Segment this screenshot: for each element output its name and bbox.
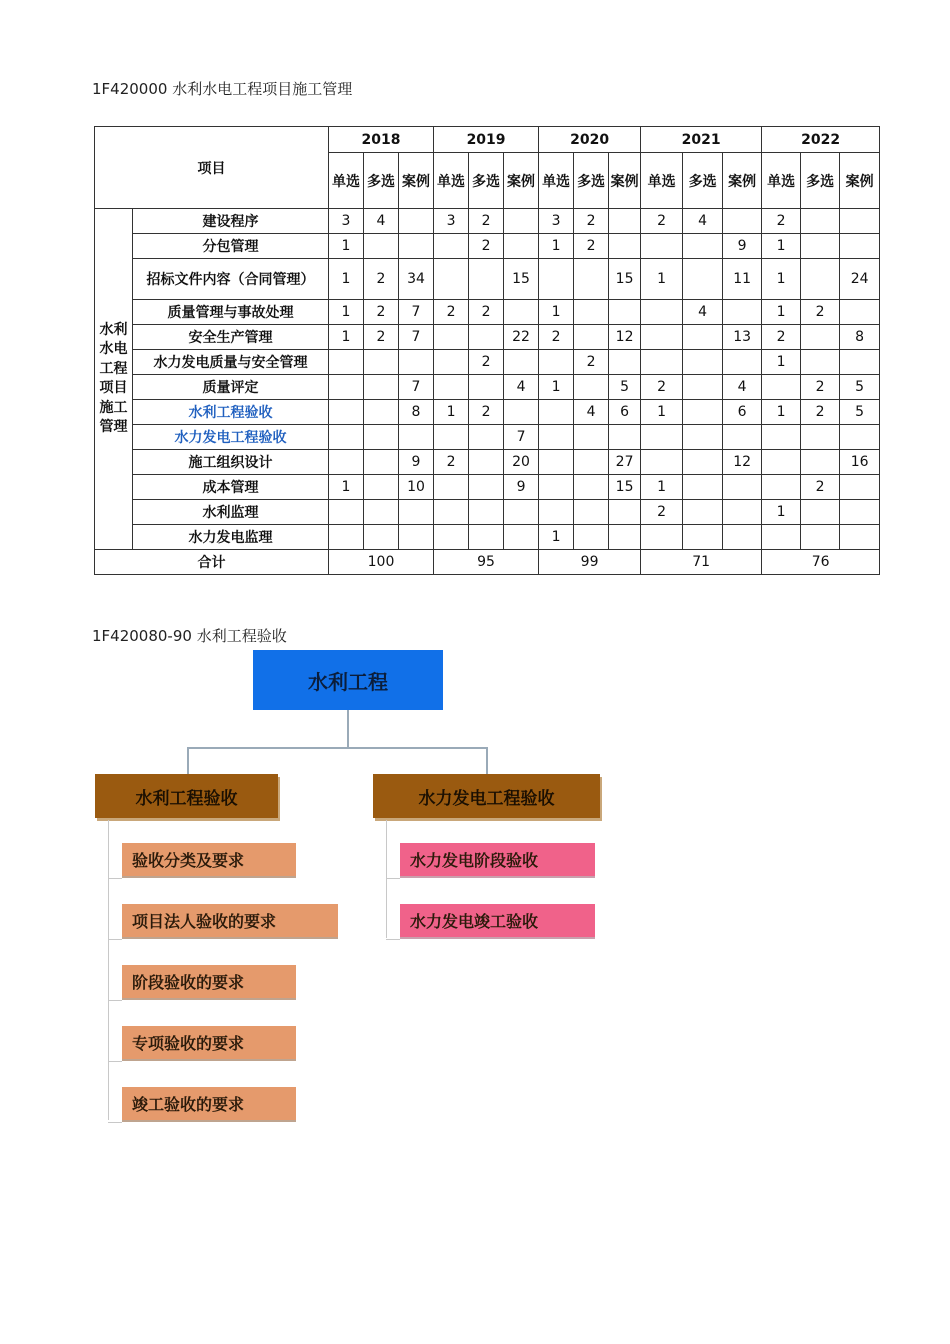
score-cell: [683, 325, 723, 350]
score-cell: [762, 450, 801, 475]
score-cell: 1: [762, 234, 801, 259]
score-cell: [574, 300, 609, 325]
score-cell: [539, 500, 574, 525]
diagram-root-node: 水利工程: [253, 650, 443, 710]
score-cell: [434, 500, 469, 525]
score-cell: [399, 350, 434, 375]
score-cell: [762, 425, 801, 450]
score-cell: [399, 234, 434, 259]
score-cell: 1: [762, 300, 801, 325]
score-cell: [399, 209, 434, 234]
score-cell: 1: [329, 475, 364, 500]
category-cell: 水利水电工程项目施工管理: [95, 209, 133, 550]
score-cell: [329, 400, 364, 425]
score-cell: [801, 325, 840, 350]
score-cell: [434, 325, 469, 350]
score-cell: 1: [434, 400, 469, 425]
score-cell: [683, 350, 723, 375]
item-name-cell: 水利监理: [133, 500, 329, 525]
score-cell: 1: [539, 525, 574, 550]
score-cell: 2: [801, 375, 840, 400]
year-total-cell: 76: [762, 550, 880, 575]
score-cell: [801, 450, 840, 475]
item-name-cell: 建设程序: [133, 209, 329, 234]
score-cell: [609, 209, 641, 234]
score-cell: [641, 234, 683, 259]
table-row: [95, 325, 880, 350]
table-row: [95, 500, 880, 525]
score-cell: 1: [762, 400, 801, 425]
score-cell: [762, 375, 801, 400]
left-leaf-node: 验收分类及要求: [122, 843, 296, 876]
score-cell: [434, 259, 469, 300]
score-cell: [469, 450, 504, 475]
score-cell: [329, 375, 364, 400]
score-cell: [801, 209, 840, 234]
score-cell: 1: [329, 300, 364, 325]
score-cell: 27: [609, 450, 641, 475]
score-cell: 7: [399, 300, 434, 325]
score-cell: [723, 425, 762, 450]
score-cell: [329, 525, 364, 550]
left-branch-node: 水利工程验收: [95, 774, 278, 818]
score-cell: 8: [399, 400, 434, 425]
score-cell: [641, 425, 683, 450]
tree-line: [386, 878, 400, 879]
score-cell: [364, 350, 399, 375]
table-row: [95, 259, 880, 300]
score-cell: 6: [723, 400, 762, 425]
question-type-header: 多选: [683, 153, 723, 209]
score-cell: 2: [574, 234, 609, 259]
score-cell: [683, 475, 723, 500]
tree-line: [108, 939, 122, 940]
score-cell: [469, 425, 504, 450]
question-type-header: 多选: [469, 153, 504, 209]
tree-line: [108, 1061, 122, 1062]
score-cell: 2: [641, 375, 683, 400]
score-cell: [539, 450, 574, 475]
score-cell: [504, 300, 539, 325]
score-cell: [504, 400, 539, 425]
score-cell: 3: [434, 209, 469, 234]
score-cell: [329, 425, 364, 450]
score-cell: [683, 450, 723, 475]
score-cell: [399, 500, 434, 525]
score-cell: [683, 375, 723, 400]
tree-line: [108, 820, 109, 1120]
score-cell: [469, 259, 504, 300]
item-name-cell: 水力发电监理: [133, 525, 329, 550]
score-cell: 1: [641, 400, 683, 425]
score-cell: [364, 234, 399, 259]
score-cell: [364, 375, 399, 400]
question-type-header: 案例: [399, 153, 434, 209]
score-cell: 2: [469, 209, 504, 234]
section1-title: 水利水电工程项目施工管理: [172, 80, 353, 98]
score-cell: [840, 234, 880, 259]
score-cell: [399, 425, 434, 450]
score-cell: [801, 259, 840, 300]
score-cell: [840, 500, 880, 525]
score-cell: 2: [364, 325, 399, 350]
score-cell: 10: [399, 475, 434, 500]
score-cell: 4: [723, 375, 762, 400]
score-cell: [641, 450, 683, 475]
score-cell: [683, 525, 723, 550]
score-cell: [539, 350, 574, 375]
question-type-header: 单选: [762, 153, 801, 209]
score-cell: [469, 325, 504, 350]
score-cell: [539, 425, 574, 450]
item-name-cell: 水力发电质量与安全管理: [133, 350, 329, 375]
question-type-header: 多选: [801, 153, 840, 209]
score-cell: 12: [609, 325, 641, 350]
score-cell: 2: [641, 500, 683, 525]
score-cell: 2: [574, 209, 609, 234]
question-type-header: 单选: [641, 153, 683, 209]
table-row: [95, 375, 880, 400]
score-cell: 24: [840, 259, 880, 300]
table-row: [95, 475, 880, 500]
tree-line: [108, 1122, 122, 1123]
score-cell: 15: [609, 475, 641, 500]
score-cell: 4: [574, 400, 609, 425]
score-cell: 2: [801, 475, 840, 500]
score-cell: 2: [364, 300, 399, 325]
score-cell: 2: [539, 325, 574, 350]
exam-stats-table: [94, 126, 880, 575]
item-name-cell: 质量评定: [133, 375, 329, 400]
score-cell: [469, 375, 504, 400]
score-cell: [641, 350, 683, 375]
score-cell: [801, 500, 840, 525]
score-cell: [364, 475, 399, 500]
score-cell: [683, 259, 723, 300]
item-name-cell: 施工组织设计: [133, 450, 329, 475]
score-cell: 4: [504, 375, 539, 400]
score-cell: [609, 500, 641, 525]
score-cell: 2: [469, 400, 504, 425]
question-type-header: 多选: [574, 153, 609, 209]
score-cell: 1: [641, 259, 683, 300]
score-cell: 5: [840, 375, 880, 400]
score-cell: [762, 525, 801, 550]
item-name-cell: 成本管理: [133, 475, 329, 500]
score-cell: 8: [840, 325, 880, 350]
score-cell: [504, 234, 539, 259]
score-cell: 5: [840, 400, 880, 425]
score-cell: 34: [399, 259, 434, 300]
score-cell: 1: [762, 350, 801, 375]
right-branch-node: 水力发电工程验收: [373, 774, 600, 818]
connector-line: [347, 710, 349, 748]
question-type-header: 单选: [539, 153, 574, 209]
score-cell: [723, 209, 762, 234]
score-cell: [329, 500, 364, 525]
score-cell: [801, 234, 840, 259]
item-name-cell: 质量管理与事故处理: [133, 300, 329, 325]
score-cell: [434, 375, 469, 400]
table-row: [95, 525, 880, 550]
item-header: 项目: [95, 127, 329, 209]
score-cell: 15: [609, 259, 641, 300]
score-cell: [801, 425, 840, 450]
section2-code: 1F420080-90: [92, 627, 192, 645]
score-cell: [539, 259, 574, 300]
left-leaf-node: 项目法人验收的要求: [122, 904, 338, 937]
score-cell: [801, 525, 840, 550]
score-cell: [504, 209, 539, 234]
question-type-header: 案例: [723, 153, 762, 209]
score-cell: [434, 234, 469, 259]
score-cell: 3: [329, 209, 364, 234]
section2-title: 水利工程验收: [196, 627, 287, 645]
question-type-header: 案例: [609, 153, 641, 209]
score-cell: [840, 425, 880, 450]
score-cell: [329, 450, 364, 475]
year-header-row: [95, 127, 880, 153]
item-name-cell: 安全生产管理: [133, 325, 329, 350]
score-cell: 2: [801, 300, 840, 325]
score-cell: [574, 325, 609, 350]
score-cell: [683, 425, 723, 450]
score-cell: 9: [723, 234, 762, 259]
score-cell: 1: [762, 259, 801, 300]
question-type-header: 单选: [329, 153, 364, 209]
question-type-header: 案例: [840, 153, 880, 209]
item-name-cell: 水力发电工程验收: [133, 425, 329, 450]
score-cell: [641, 325, 683, 350]
score-cell: 2: [641, 209, 683, 234]
table-row: [95, 425, 880, 450]
score-cell: 16: [840, 450, 880, 475]
table-row: [95, 300, 880, 325]
item-name-cell: 招标文件内容（合同管理）: [133, 259, 329, 300]
score-cell: [609, 525, 641, 550]
connector-line: [187, 747, 189, 774]
score-cell: [683, 234, 723, 259]
score-cell: [399, 525, 434, 550]
score-cell: [434, 425, 469, 450]
section2-heading: [92, 625, 287, 646]
score-cell: [723, 475, 762, 500]
score-cell: [539, 475, 574, 500]
table-row: [95, 350, 880, 375]
tree-line: [108, 1000, 122, 1001]
score-cell: [609, 300, 641, 325]
score-cell: [434, 350, 469, 375]
score-cell: [469, 500, 504, 525]
year-header: 2018: [329, 127, 434, 153]
connector-line: [187, 747, 488, 749]
score-cell: 2: [762, 209, 801, 234]
score-cell: [574, 425, 609, 450]
score-cell: 9: [504, 475, 539, 500]
score-cell: [574, 475, 609, 500]
score-cell: 1: [539, 300, 574, 325]
section1-code: 1F420000: [92, 80, 168, 98]
left-leaf-node: 专项验收的要求: [122, 1026, 296, 1059]
table-row: [95, 400, 880, 425]
section1-heading: [92, 78, 352, 99]
score-cell: [434, 525, 469, 550]
total-row: [95, 550, 880, 575]
table-row: [95, 234, 880, 259]
score-cell: [364, 525, 399, 550]
score-cell: 2: [469, 300, 504, 325]
score-cell: [504, 350, 539, 375]
score-cell: 1: [329, 325, 364, 350]
item-name-cell: 分包管理: [133, 234, 329, 259]
score-cell: [469, 525, 504, 550]
score-cell: 7: [504, 425, 539, 450]
score-cell: [723, 525, 762, 550]
table-row: [95, 209, 880, 234]
score-cell: 1: [762, 500, 801, 525]
score-cell: [840, 525, 880, 550]
score-cell: 2: [364, 259, 399, 300]
score-cell: [364, 500, 399, 525]
score-cell: 6: [609, 400, 641, 425]
score-cell: 2: [469, 350, 504, 375]
score-cell: 2: [469, 234, 504, 259]
right-leaf-node: 水力发电阶段验收: [400, 843, 595, 876]
score-cell: [609, 350, 641, 375]
score-cell: 22: [504, 325, 539, 350]
score-cell: [641, 525, 683, 550]
year-header: 2021: [641, 127, 762, 153]
score-cell: 2: [434, 450, 469, 475]
score-cell: [329, 350, 364, 375]
score-cell: [641, 300, 683, 325]
year-total-cell: 100: [329, 550, 434, 575]
right-leaf-node: 水力发电竣工验收: [400, 904, 595, 937]
score-cell: [574, 375, 609, 400]
score-cell: 2: [762, 325, 801, 350]
score-cell: 7: [399, 375, 434, 400]
score-cell: [364, 450, 399, 475]
year-header: 2022: [762, 127, 880, 153]
score-cell: [840, 209, 880, 234]
score-cell: 12: [723, 450, 762, 475]
score-cell: 7: [399, 325, 434, 350]
score-cell: 2: [434, 300, 469, 325]
score-cell: [840, 300, 880, 325]
score-cell: [840, 475, 880, 500]
score-cell: [801, 350, 840, 375]
score-cell: [574, 450, 609, 475]
table-row: [95, 450, 880, 475]
score-cell: [364, 400, 399, 425]
score-cell: 5: [609, 375, 641, 400]
score-cell: [574, 500, 609, 525]
year-header: 2020: [539, 127, 641, 153]
score-cell: [539, 400, 574, 425]
score-cell: 4: [683, 209, 723, 234]
score-cell: [723, 300, 762, 325]
item-name-cell: 水利工程验收: [133, 400, 329, 425]
score-cell: 20: [504, 450, 539, 475]
score-cell: [609, 234, 641, 259]
score-cell: 1: [329, 234, 364, 259]
score-cell: [683, 400, 723, 425]
total-label: 合计: [95, 550, 329, 575]
question-type-header: 案例: [504, 153, 539, 209]
connector-line: [486, 747, 488, 774]
score-cell: 15: [504, 259, 539, 300]
left-leaf-node: 竣工验收的要求: [122, 1087, 296, 1120]
score-cell: [723, 350, 762, 375]
score-cell: 1: [539, 375, 574, 400]
score-cell: [609, 425, 641, 450]
score-cell: 3: [539, 209, 574, 234]
score-cell: 2: [801, 400, 840, 425]
score-cell: 4: [364, 209, 399, 234]
score-cell: 1: [329, 259, 364, 300]
score-cell: [762, 475, 801, 500]
score-cell: [840, 350, 880, 375]
score-cell: [574, 259, 609, 300]
score-cell: 11: [723, 259, 762, 300]
year-total-cell: 99: [539, 550, 641, 575]
score-cell: 1: [641, 475, 683, 500]
question-type-header: 单选: [434, 153, 469, 209]
score-cell: 13: [723, 325, 762, 350]
score-cell: [574, 525, 609, 550]
score-cell: [504, 525, 539, 550]
score-cell: [504, 500, 539, 525]
question-type-header: 多选: [364, 153, 399, 209]
score-cell: [364, 425, 399, 450]
year-total-cell: 71: [641, 550, 762, 575]
year-total-cell: 95: [434, 550, 539, 575]
year-header: 2019: [434, 127, 539, 153]
score-cell: 2: [574, 350, 609, 375]
score-cell: 4: [683, 300, 723, 325]
left-leaf-node: 阶段验收的要求: [122, 965, 296, 998]
score-cell: 9: [399, 450, 434, 475]
tree-line: [108, 878, 122, 879]
tree-line: [386, 820, 387, 938]
tree-line: [386, 939, 400, 940]
score-cell: [469, 475, 504, 500]
score-cell: 1: [539, 234, 574, 259]
score-cell: [723, 500, 762, 525]
score-cell: [683, 500, 723, 525]
score-cell: [434, 475, 469, 500]
